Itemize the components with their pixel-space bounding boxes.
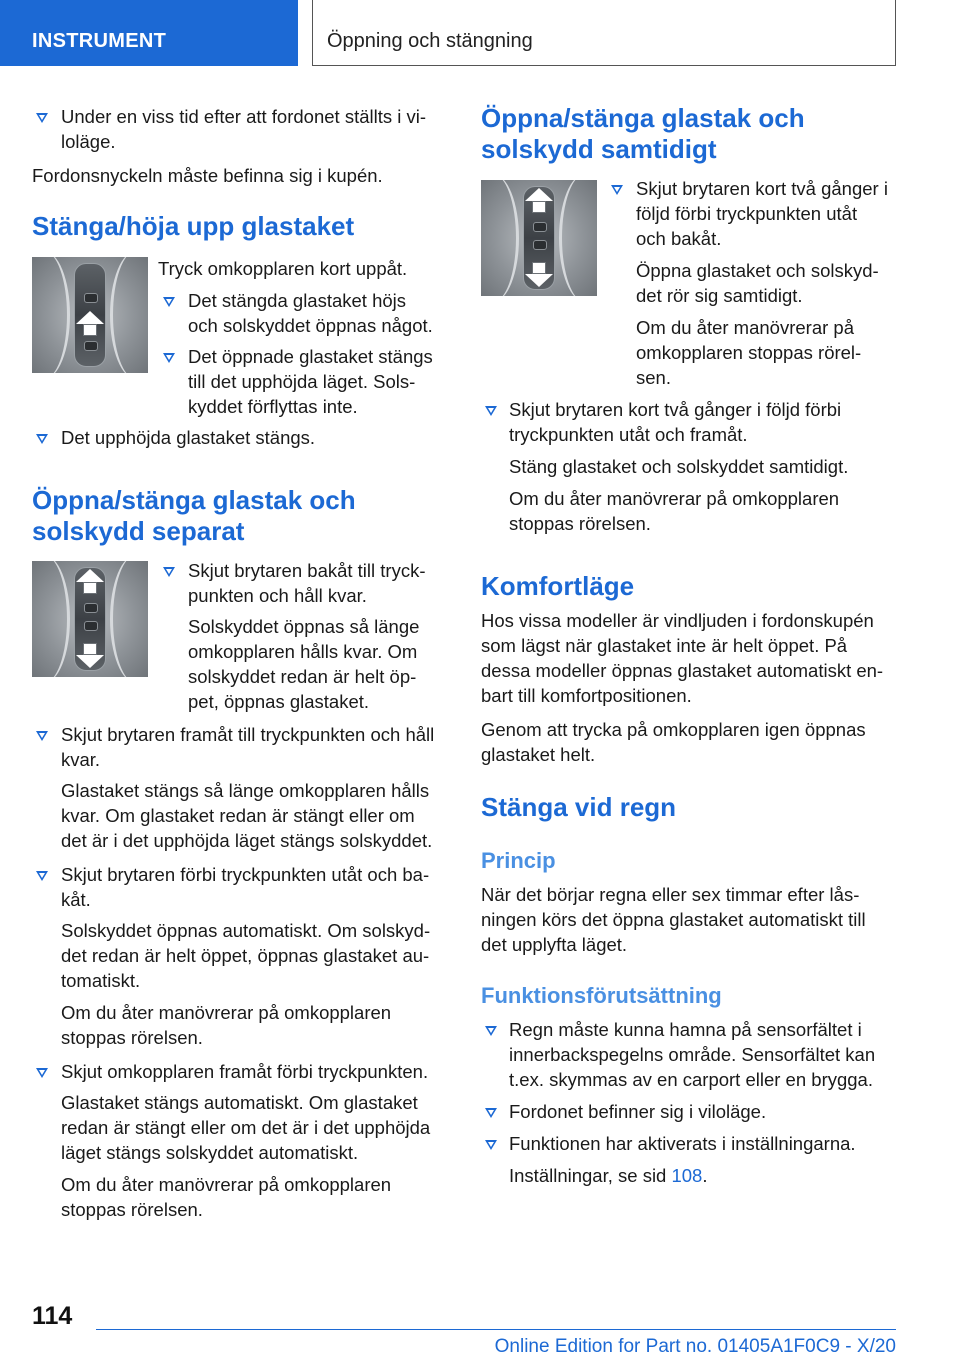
bullet-triangle-icon — [485, 1140, 497, 1150]
bullet-triangle-icon — [36, 113, 48, 123]
sub-heading: Funktionsförutsättning — [481, 983, 722, 1008]
bullet-text: och solskyddet öppnas något. — [188, 315, 433, 336]
page-number: 114 — [32, 1302, 73, 1330]
bullet-text: redan är stängt eller om det är i det upphöjda — [61, 1117, 431, 1138]
bullet-triangle-icon — [36, 731, 48, 741]
bullet-text: Skjut brytaren bakåt till tryck- — [188, 560, 426, 581]
bullet-text: Skjut brytaren förbi tryckpunkten utåt och ba- — [61, 864, 430, 885]
bullet-text: Om du åter manövrerar på omkopplaren — [509, 488, 840, 509]
bullet-text: stoppas rörelsen. — [509, 513, 651, 534]
bullet-triangle-icon — [485, 406, 497, 416]
bullet-triangle-icon — [163, 297, 175, 307]
paragraph: Fordonsnyckeln måste befinna sig i kupén. — [32, 165, 383, 186]
bullet-text: stoppas rörelsen. — [61, 1027, 203, 1048]
bullet-text: Öppna glastaket och solskyd- — [636, 260, 879, 281]
bullet-text: kåt. — [61, 889, 91, 910]
bullet-text: innerbackspegelns område. Sensorfältet kan — [509, 1044, 876, 1065]
reference-text: Inställningar, se sid — [509, 1165, 672, 1186]
page-reference — [509, 1163, 708, 1188]
bullet-text: Det stängda glastaket höjs — [188, 290, 407, 311]
section-heading: Stänga vid regn — [481, 792, 677, 822]
bullet-text: Skjut omkopplaren framåt förbi tryckpunkten. — [61, 1061, 429, 1082]
paragraph-line: som lägst när glastaket inte är helt öppet. På — [481, 635, 848, 656]
bullet-text: Fordonet befinner sig i viloläge. — [509, 1101, 767, 1122]
bullet-text: kvar. Om glastaket redan är stängt eller om — [61, 805, 415, 826]
bullet-text: tryckpunkten utåt och framåt. — [509, 424, 748, 445]
arrow-down-icon — [76, 655, 104, 668]
bullet-text: omkopplaren stoppas rörel- — [636, 342, 862, 363]
section-heading — [481, 103, 805, 165]
section-heading: Komfortläge — [481, 571, 635, 601]
bullet-text: loläge. — [61, 131, 116, 152]
bullet-text: kyddet förflyttas inte. — [188, 396, 358, 417]
reference-suffix: . — [702, 1165, 708, 1186]
bullet-text: omkopplaren hålls kvar. Om — [188, 641, 418, 662]
bullet-text: Det öppnade glastaket stängs — [188, 346, 433, 367]
bullet-text: Om du åter manövrerar på omkopplaren — [61, 1002, 392, 1023]
bullet-text: Glastaket stängs automatiskt. Om glastaket — [61, 1092, 418, 1113]
page-link[interactable]: 108 — [671, 1165, 703, 1186]
bullet-text: Glastaket stängs så länge omkopplaren hålls — [61, 780, 430, 801]
bullet-text: kvar. — [61, 749, 101, 770]
bullet-text: pet, öppnas glastaket. — [188, 691, 370, 712]
arrow-up-icon — [525, 188, 553, 201]
bullet-text: Om du åter manövrerar på omkopplaren — [61, 1174, 392, 1195]
bullet-text: Skjut brytaren framåt till tryckpunkten och håll — [61, 724, 435, 745]
bullet-triangle-icon — [36, 871, 48, 881]
sub-heading: Princip — [481, 848, 556, 873]
bullet-triangle-icon — [485, 1108, 497, 1118]
arrow-up-icon — [76, 311, 104, 324]
heading-line: solskydd separat — [32, 516, 245, 546]
paragraph-line: Hos vissa modeller är vindljuden i fordonskupén — [481, 610, 874, 631]
bullet-text: Stäng glastaket och solskyddet samtidigt. — [509, 456, 849, 477]
bullet-triangle-icon — [611, 185, 623, 195]
bullet-triangle-icon — [36, 1068, 48, 1078]
bullet-text: solskyddet redan är helt öp- — [188, 666, 417, 687]
paragraph-line: ningen körs det öppna glastaket automatiskt till — [481, 909, 866, 930]
heading-line: Öppna/stänga glastak och — [32, 485, 356, 515]
heading-line: Öppna/stänga glastak och — [481, 103, 805, 133]
bullet-text: punkten och håll kvar. — [188, 585, 367, 606]
bullet-text: Solskyddet öppnas automatiskt. Om solskyd- — [61, 920, 431, 941]
edition-note: Online Edition for Part no. 01405A1F0C9 - X/20 — [494, 1336, 896, 1357]
bullet-text: sen. — [636, 367, 671, 388]
bullet-text: det är i det upphöjda läget stängs solskyddet. — [61, 830, 433, 851]
bullet-text: och bakåt. — [636, 228, 722, 249]
bullet-text: följd förbi tryckpunkten utåt — [636, 203, 858, 224]
heading-line: solskydd samtidigt — [481, 134, 717, 164]
bullet-text: t.ex. skymmas av en carport eller en brygga. — [509, 1069, 873, 1090]
bullet-text: tomatiskt. — [61, 970, 141, 991]
bullet-text: Funktionen har aktiverats i inställningarna. — [509, 1133, 856, 1154]
paragraph-line: När det börjar regna eller sex timmar efter lås- — [481, 884, 860, 905]
paragraph: Tryck omkopplaren kort uppåt. — [158, 258, 408, 279]
bullet-text: stoppas rörelsen. — [61, 1199, 203, 1220]
switch-image — [32, 257, 148, 373]
bullet-text: Regn måste kunna hamna på sensorfältet i — [509, 1019, 862, 1040]
bullet-text: Skjut brytaren kort två gånger i — [636, 178, 888, 199]
bullet-triangle-icon — [36, 434, 48, 444]
bullet-text: Solskyddet öppnas så länge — [188, 616, 420, 637]
paragraph-line: glastaket helt. — [481, 744, 596, 765]
section-heading: Stänga/höja upp glastaket — [32, 211, 355, 241]
bullet-text: till det upphöjda läget. Sols- — [188, 371, 416, 392]
section-heading — [32, 485, 356, 547]
bullet-text: Under en viss tid efter att fordonet ställts i vi- — [61, 106, 427, 127]
bullet-text: läget stängs solskyddet automatiskt. — [61, 1142, 359, 1163]
bullet-triangle-icon — [163, 567, 175, 577]
paragraph-line: Genom att trycka på omkopplaren igen öppnas — [481, 719, 866, 740]
bullet-triangle-icon — [163, 353, 175, 363]
arrow-down-icon — [525, 274, 553, 287]
paragraph-line: bart till komfortpositionen. — [481, 685, 692, 706]
bullet-text: Skjut brytaren kort två gånger i följd förbi — [509, 399, 842, 420]
switch-image — [481, 180, 597, 296]
switch-image — [32, 561, 148, 677]
bullet-text: det redan är helt öppet, öppnas glastaket au- — [61, 945, 430, 966]
bullet-text: Det upphöjda glastaket stängs. — [61, 427, 316, 448]
chapter-title: Öppning och stängning — [312, 0, 896, 66]
footer-divider — [96, 1329, 896, 1330]
bullet-triangle-icon — [485, 1026, 497, 1036]
bullet-text: det rör sig samtidigt. — [636, 285, 803, 306]
section-tab[interactable]: INSTRUMENT — [0, 0, 298, 66]
arrow-up-icon — [76, 569, 104, 582]
page-header — [0, 0, 960, 66]
paragraph-line: det upplyfta läget. — [481, 934, 628, 955]
bullet-text: Om du åter manövrerar på — [636, 317, 854, 338]
paragraph-line: dessa modeller öppnas glastaket automatiskt en- — [481, 660, 884, 681]
